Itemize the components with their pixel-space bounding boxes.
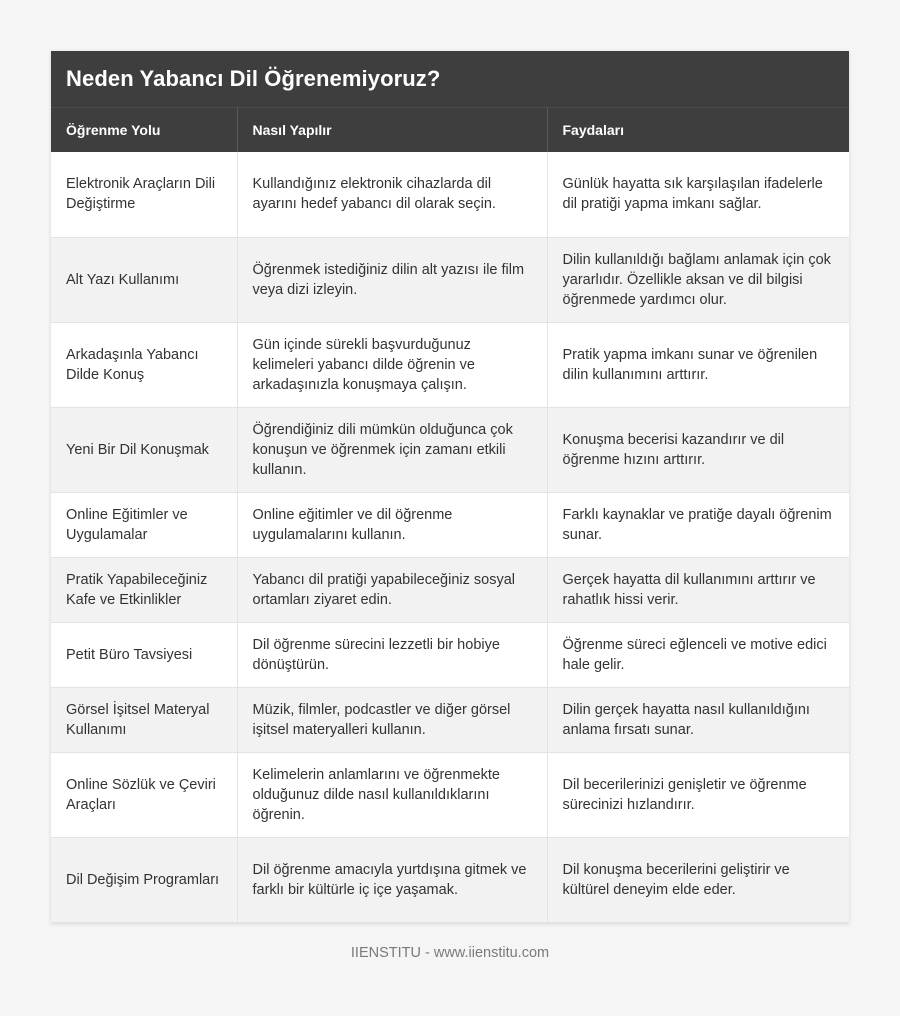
table-row [51,752,849,837]
cell-method: Arkadaşınla Yabancı Dilde Konuş [51,322,237,407]
cell-benefit: Farklı kaynaklar ve pratiğe dayalı öğrenim sunar. [547,492,849,557]
table-header-row [51,108,849,152]
title-bar [51,51,849,108]
cell-how: Öğrendiğiniz dili mümkün olduğunca çok konuşun ve öğrenmek için zamanı etkili kullanın. [237,407,547,492]
table-card [51,51,849,923]
cell-method: Petit Büro Tavsiyesi [51,622,237,687]
cell-method: Görsel İşitsel Materyal Kullanımı [51,687,237,752]
cell-method: Alt Yazı Kullanımı [51,237,237,322]
cell-how: Müzik, filmler, podcastler ve diğer görsel işitsel materyalleri kullanın. [237,687,547,752]
cell-how: Öğrenmek istediğiniz dilin alt yazısı ile film veya dizi izleyin. [237,237,547,322]
cell-benefit: Pratik yapma imkanı sunar ve öğrenilen dilin kullanımını arttırır. [547,322,849,407]
cell-benefit: Dil becerilerinizi genişletir ve öğrenme sürecinizi hızlandırır. [547,752,849,837]
cell-how: Dil öğrenme sürecini lezzetli bir hobiye dönüştürün. [237,622,547,687]
column-header-how: Nasıl Yapılır [237,108,547,152]
cell-method: Online Eğitimler ve Uygulamalar [51,492,237,557]
table-row [51,322,849,407]
cell-how: Kullandığınız elektronik cihazlarda dil ayarını hedef yabancı dil olarak seçin. [237,152,547,237]
cell-benefit: Günlük hayatta sık karşılaşılan ifadelerle dil pratiği yapma imkanı sağlar. [547,152,849,237]
cell-method: Dil Değişim Programları [51,837,237,922]
cell-how: Online eğitimler ve dil öğrenme uygulamalarını kullanın. [237,492,547,557]
cell-method: Yeni Bir Dil Konuşmak [51,407,237,492]
cell-benefit: Konuşma becerisi kazandırır ve dil öğrenme hızını arttırır. [547,407,849,492]
cell-method: Elektronik Araçların Dili Değiştirme [51,152,237,237]
page-title: Neden Yabancı Dil Öğrenemiyoruz? [66,66,441,91]
table-row [51,557,849,622]
cell-how: Dil öğrenme amacıyla yurtdışına gitmek ve farklı bir kültürle iç içe yaşamak. [237,837,547,922]
cell-benefit: Öğrenme süreci eğlenceli ve motive edici hale gelir. [547,622,849,687]
column-header-method: Öğrenme Yolu [51,108,237,152]
cell-benefit: Dilin gerçek hayatta nasıl kullanıldığını anlama fırsatı sunar. [547,687,849,752]
cell-benefit: Dil konuşma becerilerini geliştirir ve kültürel deneyim elde eder. [547,837,849,922]
learning-methods-table [51,108,849,923]
column-header-benefit: Faydaları [562,122,624,138]
table-row [51,237,849,322]
table-row [51,407,849,492]
cell-how: Kelimelerin anlamlarını ve öğrenmekte olduğunuz dilde nasıl kullanıldıklarını öğrenin. [237,752,547,837]
table-row [51,837,849,922]
cell-how: Gün içinde sürekli başvurduğunuz kelimeleri yabancı dilde öğrenin ve arkadaşınızla konuşmaya çalışın. [237,322,547,407]
footer-credit: IIENSTITU - www.iienstitu.com [350,945,550,961]
table-row [51,622,849,687]
cell-how: Yabancı dil pratiği yapabileceğiniz sosyal ortamları ziyaret edin. [237,557,547,622]
cell-method: Online Sözlük ve Çeviri Araçları [51,752,237,837]
table-row [51,152,849,237]
table-row [51,687,849,752]
cell-benefit: Gerçek hayatta dil kullanımını arttırır ve rahatlık hissi verir. [547,557,849,622]
table-row [51,492,849,557]
cell-method: Pratik Yapabileceğiniz Kafe ve Etkinlikler [51,557,237,622]
cell-benefit: Dilin kullanıldığı bağlamı anlamak için çok yararlıdır. Özellikle aksan ve dil bilgisi öğrenmede yardımcı olur. [547,237,849,322]
